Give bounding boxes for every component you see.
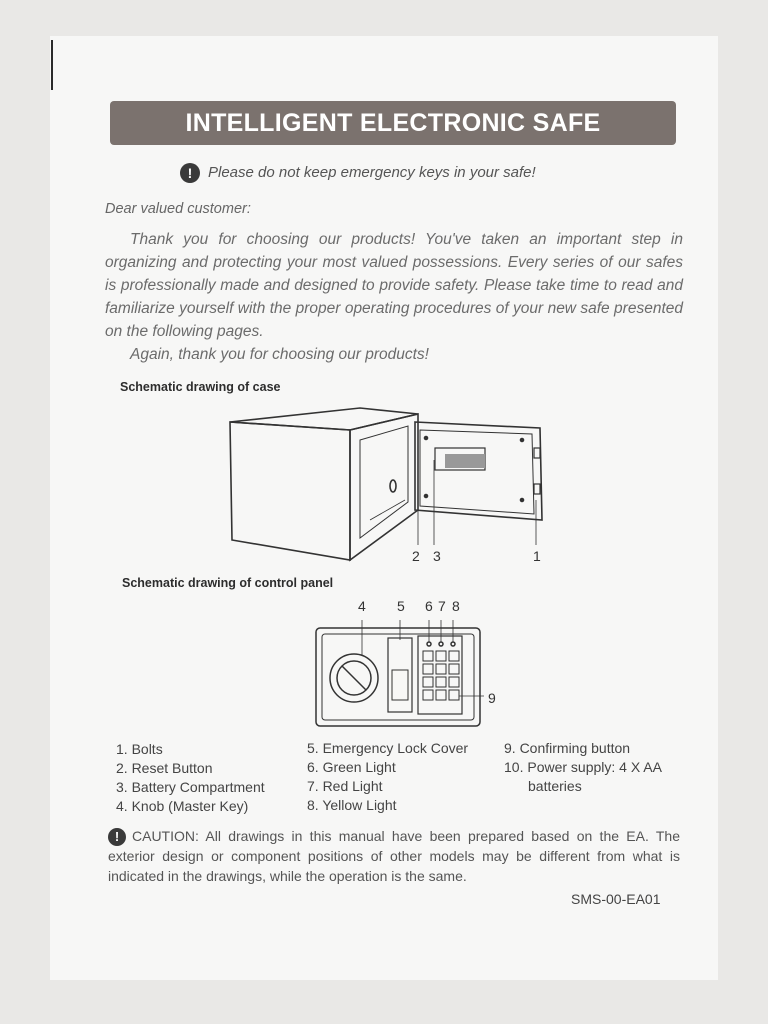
legend-item: 10. Power supply: 4 X AA [504, 759, 662, 775]
case-heading: Schematic drawing of case [120, 380, 281, 394]
legend-column-1 [116, 740, 265, 816]
warning-text: Please do not keep emergency keys in your safe! [208, 163, 536, 181]
panel-heading: Schematic drawing of control panel [122, 576, 334, 590]
intro-text [105, 228, 683, 366]
legend-item: 8. Yellow Light [307, 797, 397, 813]
panel-callout-6: 6 [425, 598, 433, 614]
panel-callout-9: 9 [488, 690, 496, 706]
case-callout-1: 1 [533, 548, 541, 564]
case-callout-3: 3 [433, 548, 441, 564]
legend-item: 7. Red Light [307, 778, 383, 794]
panel-callout-8: 8 [452, 598, 460, 614]
case-drawing [220, 400, 560, 565]
legend-column-2 [307, 739, 468, 815]
legend-item: 1. Bolts [116, 741, 163, 757]
warning-line [180, 163, 536, 183]
legend-item: 4. Knob (Master Key) [116, 798, 249, 814]
case-callout-2: 2 [412, 548, 420, 564]
intro-paragraph-2: Again, thank you for choosing our products! [130, 346, 429, 363]
model-code: SMS-00-EA01 [571, 891, 661, 907]
caution-note [108, 826, 680, 886]
legend-item: 2. Reset Button [116, 760, 213, 776]
panel-callout-7: 7 [438, 598, 446, 614]
legend-item: batteries [528, 778, 582, 794]
legend-item: 3. Battery Compartment [116, 779, 265, 795]
panel-callout-5: 5 [397, 598, 405, 614]
control-panel-drawing [312, 620, 484, 732]
exclamation-icon: ! [180, 163, 200, 183]
panel-callout-4: 4 [358, 598, 366, 614]
legend-column-3 [504, 739, 662, 796]
legend-item: 9. Confirming button [504, 740, 631, 756]
intro-paragraph-1: Thank you for choosing our products! You've taken an important step in organizing and protecting your most valued possessions. Every series of our safes is professionally made and designed to provide safety. Please take time to read and familiarize yourself with the proper operating procedures of your new safe presented on the following pages. [105, 231, 683, 340]
title-banner [110, 101, 676, 145]
page-edge-mark [51, 40, 53, 90]
legend-item: 5. Emergency Lock Cover [307, 740, 469, 756]
greeting: Dear valued customer: [105, 201, 251, 217]
exclamation-icon: ! [108, 828, 126, 846]
page-title: INTELLIGENT ELECTRONIC SAFE [185, 109, 601, 137]
caution-text: CAUTION: All drawings in this manual have been prepared based on the EA. The exterior design or component positions of other models may be different from what is indicated in the drawings, while the operation is the same. [108, 828, 680, 885]
legend-item: 6. Green Light [307, 759, 396, 775]
